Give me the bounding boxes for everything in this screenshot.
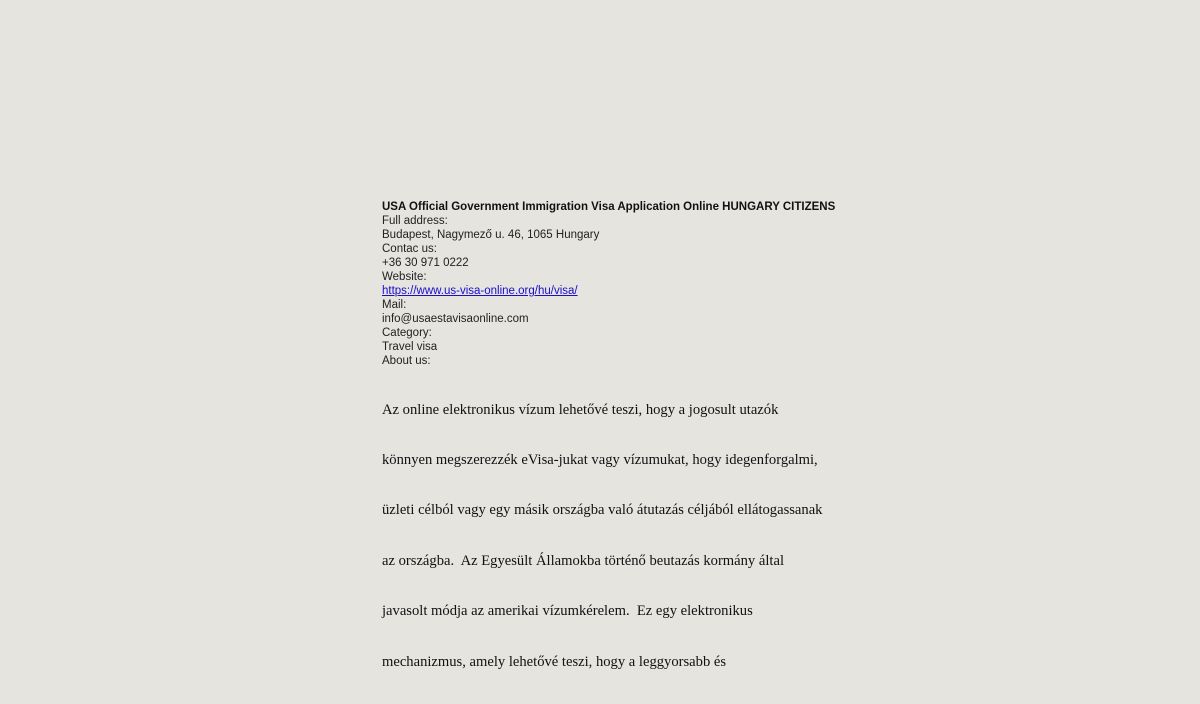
about-line: üzleti célból vagy egy másik országba való átutazás céljából ellátogassanak xyxy=(382,502,823,519)
address-value: Budapest, Nagymező u. 46, 1065 Hungary xyxy=(382,229,600,241)
website-link[interactable]: https://www.us-visa-online.org/hu/visa/ xyxy=(382,285,578,297)
website-label: Website: xyxy=(382,271,427,283)
about-label: About us: xyxy=(382,355,431,367)
website-row xyxy=(382,284,832,298)
about-description xyxy=(382,368,828,704)
category-value: Travel visa xyxy=(382,341,438,353)
contact-label: Contac us: xyxy=(382,243,437,255)
mail-label: Mail: xyxy=(382,299,407,311)
mail-value: info@usaestavisaonline.com xyxy=(382,313,529,325)
about-line: mechanizmus, amely lehetővé teszi, hogy a leggyorsabb és xyxy=(382,653,727,670)
category-label: Category: xyxy=(382,327,432,339)
about-line: javasolt módja az amerikai vízumkérelem. Ez egy elektronikus xyxy=(382,603,753,620)
listing-title: USA Official Government Immigration Visa Application Online HUNGARY CITIZENS xyxy=(382,201,836,213)
address-label: Full address: xyxy=(382,215,448,227)
phone-value: +36 30 971 0222 xyxy=(382,257,469,269)
about-line: az országba. Az Egyesült Államokba történő beutazás kormány által xyxy=(382,552,784,569)
about-line: könnyen megszerezzék eVisa-jukat vagy vízumukat, hogy idegenforgalmi, xyxy=(382,451,818,468)
about-line: Az online elektronikus vízum lehetővé teszi, hogy a jogosult utazók xyxy=(382,401,779,418)
business-listing xyxy=(382,200,836,670)
